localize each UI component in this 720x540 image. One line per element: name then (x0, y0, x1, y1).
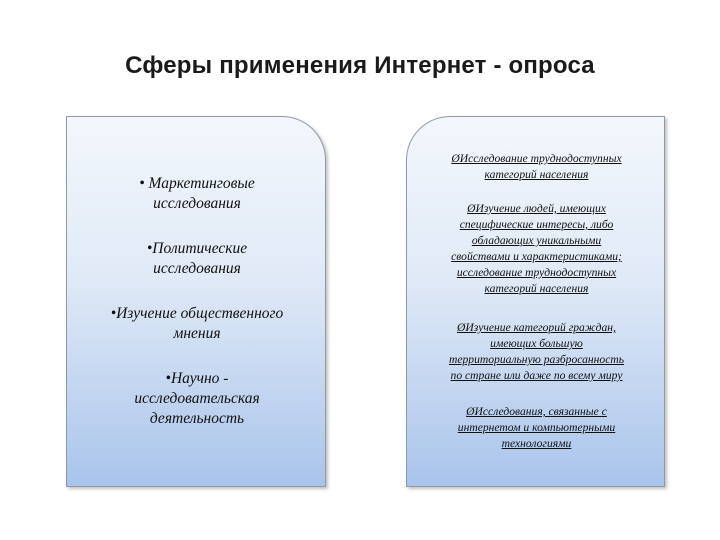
slide-title: Сферы применения Интернет - опроса (125, 52, 595, 79)
left-item-public-opinion: •Изучение общественного мнения (110, 305, 284, 342)
left-item-political: •Политические исследования (146, 240, 248, 277)
right-item-internet-tech: ØИсследования, связанные с интернетом и компьютерными технологиями (457, 405, 616, 450)
left-panel (66, 116, 326, 487)
left-item-scientific: •Научно - исследовательская деятельность (134, 370, 260, 427)
right-item-geographic-spread: ØИзучение категорий граждан, имеющих большую территориальную разбросанность по стране или даже по всему миру (448, 321, 625, 382)
right-panel (406, 116, 665, 487)
right-item-hard-to-reach: ØИсследование труднодоступных категорий населения (451, 152, 622, 181)
right-item-specific-interests: ØИзучение людей, имеющих специфические интересы, либо обладающих уникальными свойствами и характеристиками; исследование труднодоступных категорий населения (451, 202, 622, 295)
left-item-marketing: • Маркетинговые исследования (139, 175, 255, 212)
